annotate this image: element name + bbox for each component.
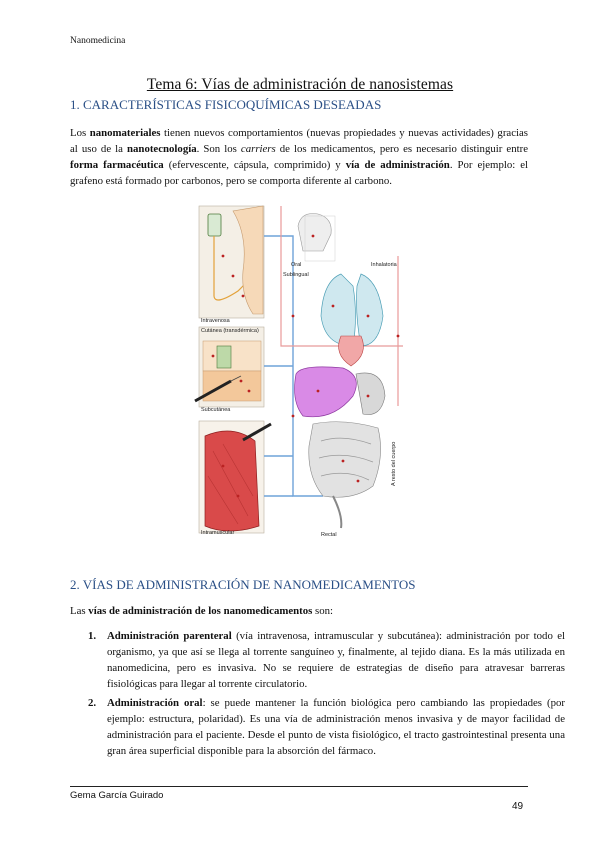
label-intravenosa: Intravenosa	[201, 318, 230, 324]
footer-author: Gema García Guirado	[70, 790, 164, 801]
section-2-heading: 2. VÍAS DE ADMINISTRACIÓN DE NANOMEDICAMENTOS	[70, 577, 416, 592]
running-header: Nanomedicina	[70, 36, 126, 46]
list-item: 2. Administración oral: se puede mantener la función biológica pero cambiando las propiedades (por ejemplo: estructura, polaridad). Es una vía de administración menos invasiva y de mayor facilidad de administración para el paciente. Desde el punto de vista fisiológico, el tracto gastrointestinal presenta una gran área superficial disponible para la absorción del fármaco.	[88, 697, 565, 757]
label-rectal: Rectal	[321, 532, 337, 538]
label-resto-cuerpo: A resto del cuerpo	[391, 441, 397, 486]
label-oral: Oral	[291, 262, 302, 268]
section-1-heading: 1. CARACTERÍSTICAS FISICOQUÍMICAS DESEADAS	[70, 97, 382, 112]
label-sublingual: Sublingual	[283, 272, 309, 278]
label-intramuscular: Intramuscular	[201, 530, 235, 536]
page-number: 49	[512, 801, 524, 812]
section-1-paragraph: Los nanomateriales tienen nuevos comportamientos (nuevas propiedades y nuevas actividades) gracias al uso de la nanotecnología. Son los carriers de los medicamentos, pero es necesario distinguir entre forma farmacéutica (efervescente, cápsula, comprimido) y vía de administración. Por ejemplo: el grafeno está formado por carbonos, pero se comporta diferente al carbono.	[70, 127, 529, 187]
label-transdermica: Cutánea (transdérmica)	[201, 328, 259, 334]
page-title: Tema 6: Vías de administración de nanosistemas	[146, 76, 454, 93]
administration-routes-figure	[193, 196, 408, 538]
section-2-intro: Las vías de administración de los nanomedicamentos son:	[70, 605, 334, 617]
label-subcutanea: Subcutánea	[201, 407, 231, 413]
label-inhalatoria: Inhalatoria	[371, 262, 397, 268]
list-item: 1. Administración parenteral (vía intravenosa, intramuscular y subcutánea): administración por todo el organismo, ya que así se llega al torrente sanguíneo y, finalmente, al tejido diana. Es la más utilizada en nanomedicina, pero es invasiva. No se requiere de estrategias de diseño para atravesar barreras fisiológicas para llegar al torrente circulatorio.	[88, 630, 565, 690]
footer-divider	[70, 786, 528, 787]
